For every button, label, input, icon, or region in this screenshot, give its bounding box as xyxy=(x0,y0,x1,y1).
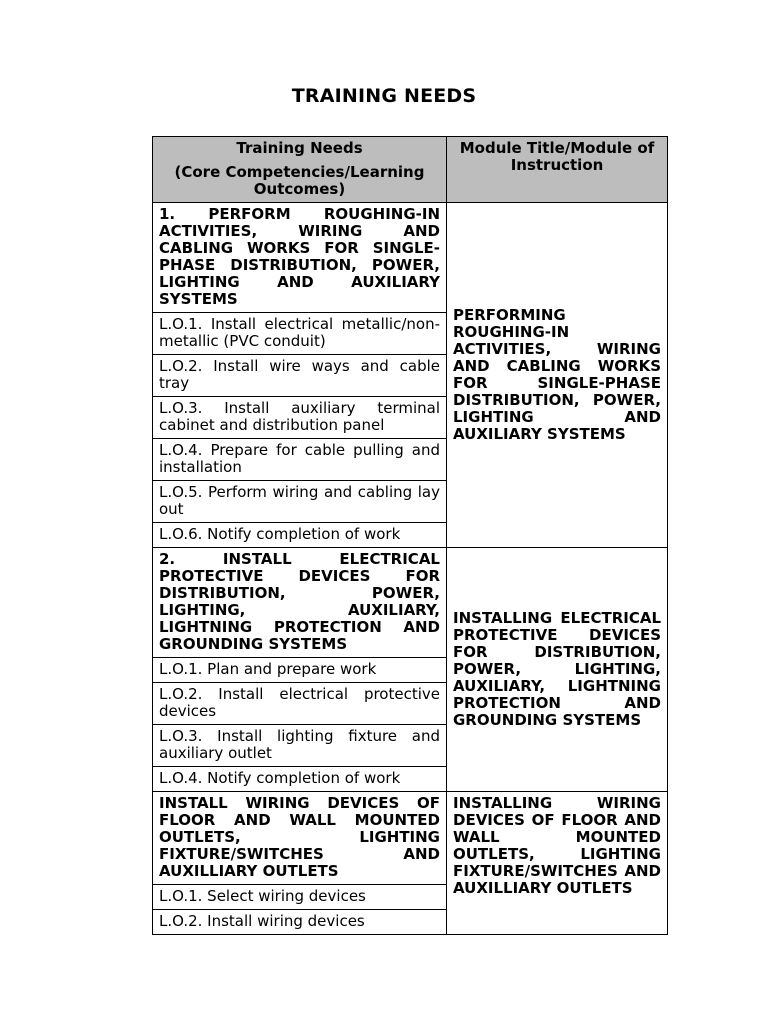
header-left-line1: Training Needs xyxy=(236,139,363,157)
outcome-1-1: L.O.1. Install electrical metallic/non-metallic (PVC conduit) xyxy=(153,313,447,355)
outcome-2-2: L.O.2. Install electrical protective devices xyxy=(153,683,447,725)
outcome-2-1: L.O.1. Plan and prepare work xyxy=(153,658,447,683)
competency-1: 1. PERFORM ROUGHING-IN ACTIVITIES, WIRING AND CABLING WORKS FOR SINGLE-PHASE DISTRIBUTION, POWER, LIGHTING AND AUXILIARY SYSTEMS xyxy=(153,203,447,313)
module-3: INSTALLING WIRING DEVICES OF FLOOR AND WALL MOUNTED OUTLETS, LIGHTING FIXTURE/SWITCHES AND AUXILLIARY OUTLETS xyxy=(447,792,668,935)
outcome-2-3: L.O.3. Install lighting fixture and auxiliary outlet xyxy=(153,725,447,767)
table-header-row xyxy=(153,137,668,203)
outcome-1-5: L.O.5. Perform wiring and cabling lay out xyxy=(153,481,447,523)
header-left-line2: (Core Competencies/Learning Outcomes) xyxy=(174,163,425,198)
document-title: TRAINING NEEDS xyxy=(291,85,477,107)
training-needs-table xyxy=(152,136,668,935)
competency-3: INSTALL WIRING DEVICES OF FLOOR AND WALL MOUNTED OUTLETS, LIGHTING FIXTURE/SWITCHES AND AUXILLIARY OUTLETS xyxy=(153,792,447,885)
competency-row xyxy=(153,203,668,313)
outcome-3-2: L.O.2. Install wiring devices xyxy=(153,910,447,935)
outcome-1-6: L.O.6. Notify completion of work xyxy=(153,523,447,548)
outcome-1-4: L.O.4. Prepare for cable pulling and installation xyxy=(153,439,447,481)
header-module-title: Module Title/Module of Instruction xyxy=(447,137,668,203)
module-1: PERFORMING ROUGHING-IN ACTIVITIES, WIRING AND CABLING WORKS FOR SINGLE-PHASE DISTRIBUTION, POWER, LIGHTING AND AUXILIARY SYSTEMS xyxy=(447,203,668,548)
module-2: INSTALLING ELECTRICAL PROTECTIVE DEVICES FOR DISTRIBUTION, POWER, LIGHTING, AUXILIARY, LIGHTNING PROTECTION AND GROUNDING SYSTEMS xyxy=(447,548,668,792)
outcome-1-3: L.O.3. Install auxiliary terminal cabinet and distribution panel xyxy=(153,397,447,439)
competency-2: 2. INSTALL ELECTRICAL PROTECTIVE DEVICES FOR DISTRIBUTION, POWER, LIGHTING, AUXILIARY, LIGHTNING PROTECTION AND GROUNDING SYSTEMS xyxy=(153,548,447,658)
outcome-1-2: L.O.2. Install wire ways and cable tray xyxy=(153,355,447,397)
outcome-2-4: L.O.4. Notify completion of work xyxy=(153,767,447,792)
header-training-needs xyxy=(153,137,447,203)
competency-row xyxy=(153,548,668,658)
outcome-3-1: L.O.1. Select wiring devices xyxy=(153,885,447,910)
competency-row xyxy=(153,792,668,885)
